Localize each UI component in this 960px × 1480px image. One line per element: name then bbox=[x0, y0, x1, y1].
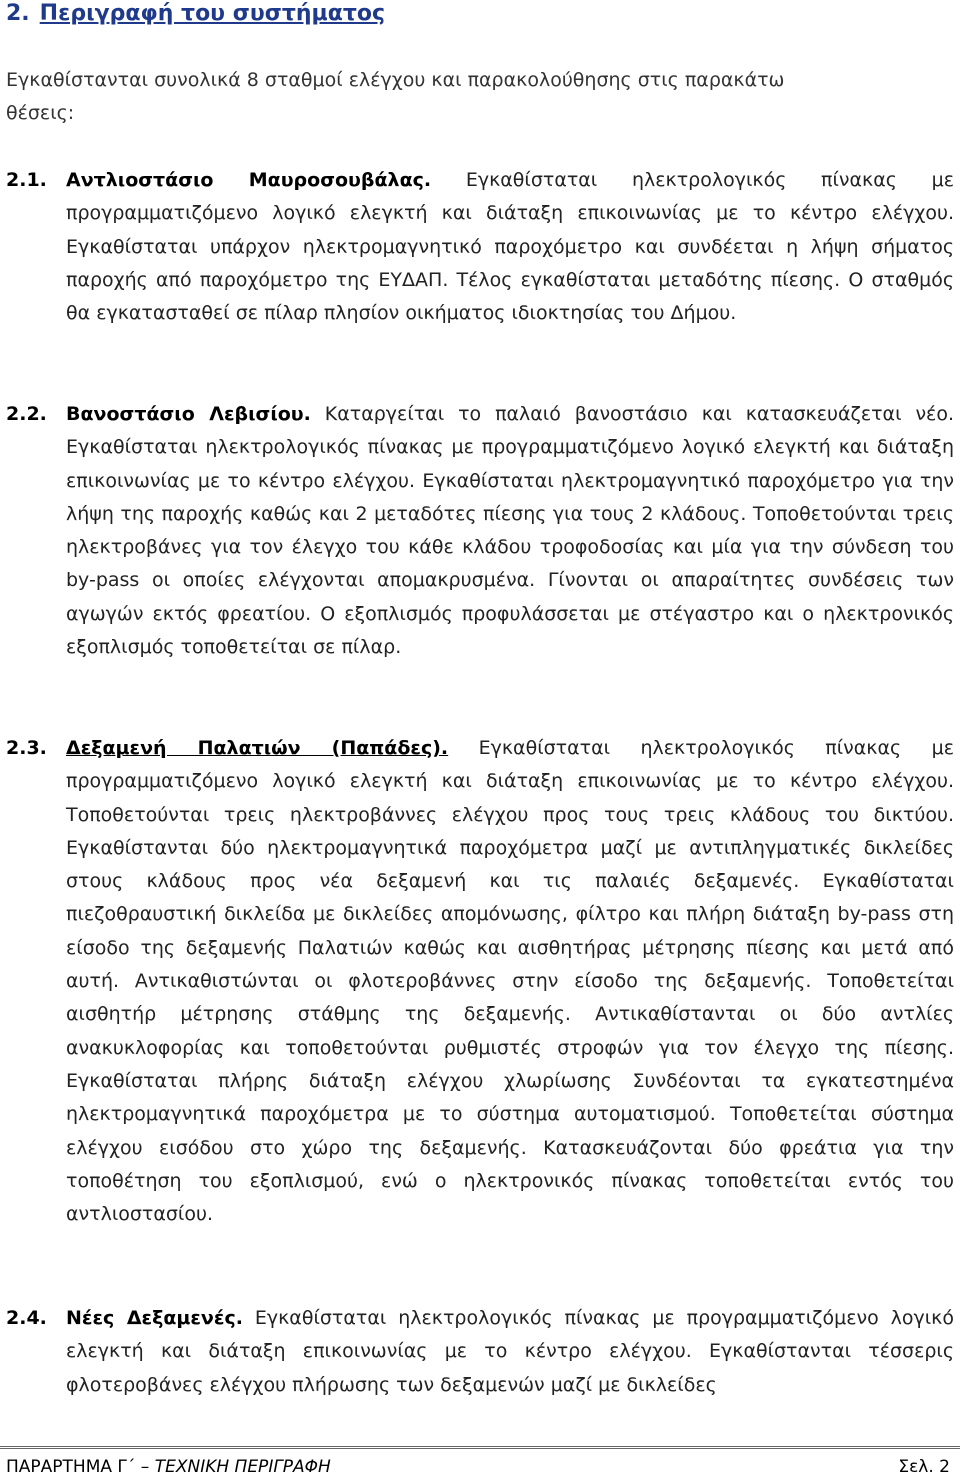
subsection-2-4 bbox=[6, 1302, 954, 1402]
footer-section-label: ΤΕΧΝΙΚΗ ΠΕΡΙΓΡΑΦΗ bbox=[149, 1457, 331, 1477]
footer-page-number: Σελ. 2 bbox=[898, 1457, 950, 1477]
subsection-number: 2.1. bbox=[6, 169, 47, 191]
subsection-2-1 bbox=[6, 164, 954, 330]
intro-paragraph: Εγκαθίστανται συνολικά 8 σταθμοί ελέγχου και παρακολούθησης στις παρακάτω θέσεις: bbox=[6, 69, 785, 124]
subsection-title: Βανοστάσιο Λεβισίου. bbox=[66, 403, 311, 425]
subsection-paragraph bbox=[6, 164, 954, 330]
subsection-number: 2.4. bbox=[6, 1307, 47, 1329]
subsection-number: 2.2. bbox=[6, 403, 47, 425]
footer-divider bbox=[0, 1446, 960, 1449]
subsection-text: Εγκαθίσταται ηλεκτρολογικός πίνακας με προγραμματιζόμενο λογικό ελεγκτή και διάταξη επικοινωνίας με το κέντρο ελέγχου. Εγκαθίσταται υπάρχον ηλεκτρομαγνητικό παροχόμετρο και συνδέεται η λήψη σήματος παροχής από παροχόμετρο της ΕΥΔΑΠ. Τέλος εγκαθίσταται μεταδότης πίεσης. Ο σταθμός θα εγκατασταθεί σε πίλαρ πλησίον οικήματος ιδιοκτησίας του Δήμου. bbox=[66, 169, 954, 325]
subsection-2-2 bbox=[6, 398, 954, 664]
section-heading bbox=[6, 0, 385, 28]
subsection-2-3 bbox=[6, 732, 954, 1231]
subsection-title: Νέες Δεξαμενές. bbox=[66, 1307, 243, 1329]
subsection-text: Καταργείται το παλαιό βανοστάσιο και κατασκευάζεται νέο. Εγκαθίσταται ηλεκτρολογικός πίνακας με προγραμματιζόμενο λογικό ελεγκτή και διάταξη επικοινωνίας με το κέντρο ελέγχου. Εγκαθίσταται ηλεκτρομαγνητικό παροχόμετρο για την λήψη της παροχής καθώς και 2 μεταδότες πίεσης για τους 2 κλάδους. Τοποθετούνται τρεις ηλεκτροβάνες για τον έλεγχο του κάθε κλάδου τροφοδοσίας και μία για την σύνδεση του by-pass οι οποίες ελέγχονται απομακρυσμένα. Γίνονται οι απαραίτητες συνδέσεις των αγωγών εκτός φρεατίου. Ο εξοπλισμός προφυλάσσεται με στέγαστρο και ο ηλεκτρονικός εξοπλισμός τοποθετείται σε πίλαρ. bbox=[66, 403, 954, 659]
subsection-title: Δεξαμενή Παλατιών (Παπάδες). bbox=[66, 737, 449, 759]
subsection-number: 2.3. bbox=[6, 737, 47, 759]
heading-title: Περιγραφή του συστήματος bbox=[39, 1, 386, 26]
footer-appendix-label: ΠΑΡΑΡΤΗΜΑ Γ΄ – bbox=[6, 1457, 150, 1477]
subsection-paragraph bbox=[6, 732, 954, 1231]
heading-number: 2. bbox=[6, 1, 30, 26]
footer-document-title bbox=[6, 1456, 331, 1478]
subsection-text: Εγκαθίσταται ηλεκτρολογικός πίνακας με προγραμματιζόμενο λογικό ελεγκτή και διάταξη επικοινωνίας με το κέντρο ελέγχου. Εγκαθίστανται τέσσερις φλοτεροβάνες ελέγχου πλήρωσης των δεξαμενών μαζί με δικλείδες bbox=[66, 1307, 955, 1396]
subsection-title: Αντλιοστάσιο Μαυροσουβάλας. bbox=[66, 169, 432, 191]
subsection-paragraph bbox=[6, 1302, 954, 1402]
subsection-text: Εγκαθίσταται ηλεκτρολογικός πίνακας με προγραμματιζόμενο λογικό ελεγκτή και διάταξη επικοινωνίας με το κέντρο ελέγχου. Τοποθετούνται τρεις ηλεκτροβάννες ελέγχου προς τους τρεις κλάδους του δικτύου. Εγκαθίστανται δύο ηλεκτρομαγνητικά παροχόμετρα μαζί με αντιπληγματικές δικλείδες στους κλάδους προς νέα δεξαμενή και τις παλαιές δεξαμενές. Εγκαθίσταται πιεζοθραυστική δικλείδα με δικλείδες απομόνωσης, φίλτρο και πλήρη διάταξη by-pass στη είσοδο της δεξαμενής Παλατιών καθώς και αισθητήρας μέτρησης πίεσης και μετά από αυτή. Αντικαθιστώνται οι φλοτεροβάννες στην είσοδο της δεξαμενής. Τοποθετείται αισθητήρ μέτρησης στάθμης της δεξαμενής. Αντικαθίστανται οι δύο αντλίες ανακυκλοφορίας και τοποθετούνται ρυθμιστές στροφών για τον έλεγχο της πίεσης. Εγκαθίσταται πλήρης διάταξη ελέγχου χλωρίωσης Συνδέονται τα εγκατεστημένα ηλεκτρομαγνητικά παροχόμετρα με το σύστημα αυτοματισμού. Τοποθετείται σύστημα ελέγχου εισόδου στο χώρο της δεξαμενής. Κατασκευάζονται δύο φρεάτια για την τοποθέτηση του εξοπλισμού, ενώ ο ηλεκτρονικός πίνακας τοποθετείται εντός του αντλιοστασίου. bbox=[66, 737, 954, 1226]
subsection-paragraph bbox=[6, 398, 954, 664]
